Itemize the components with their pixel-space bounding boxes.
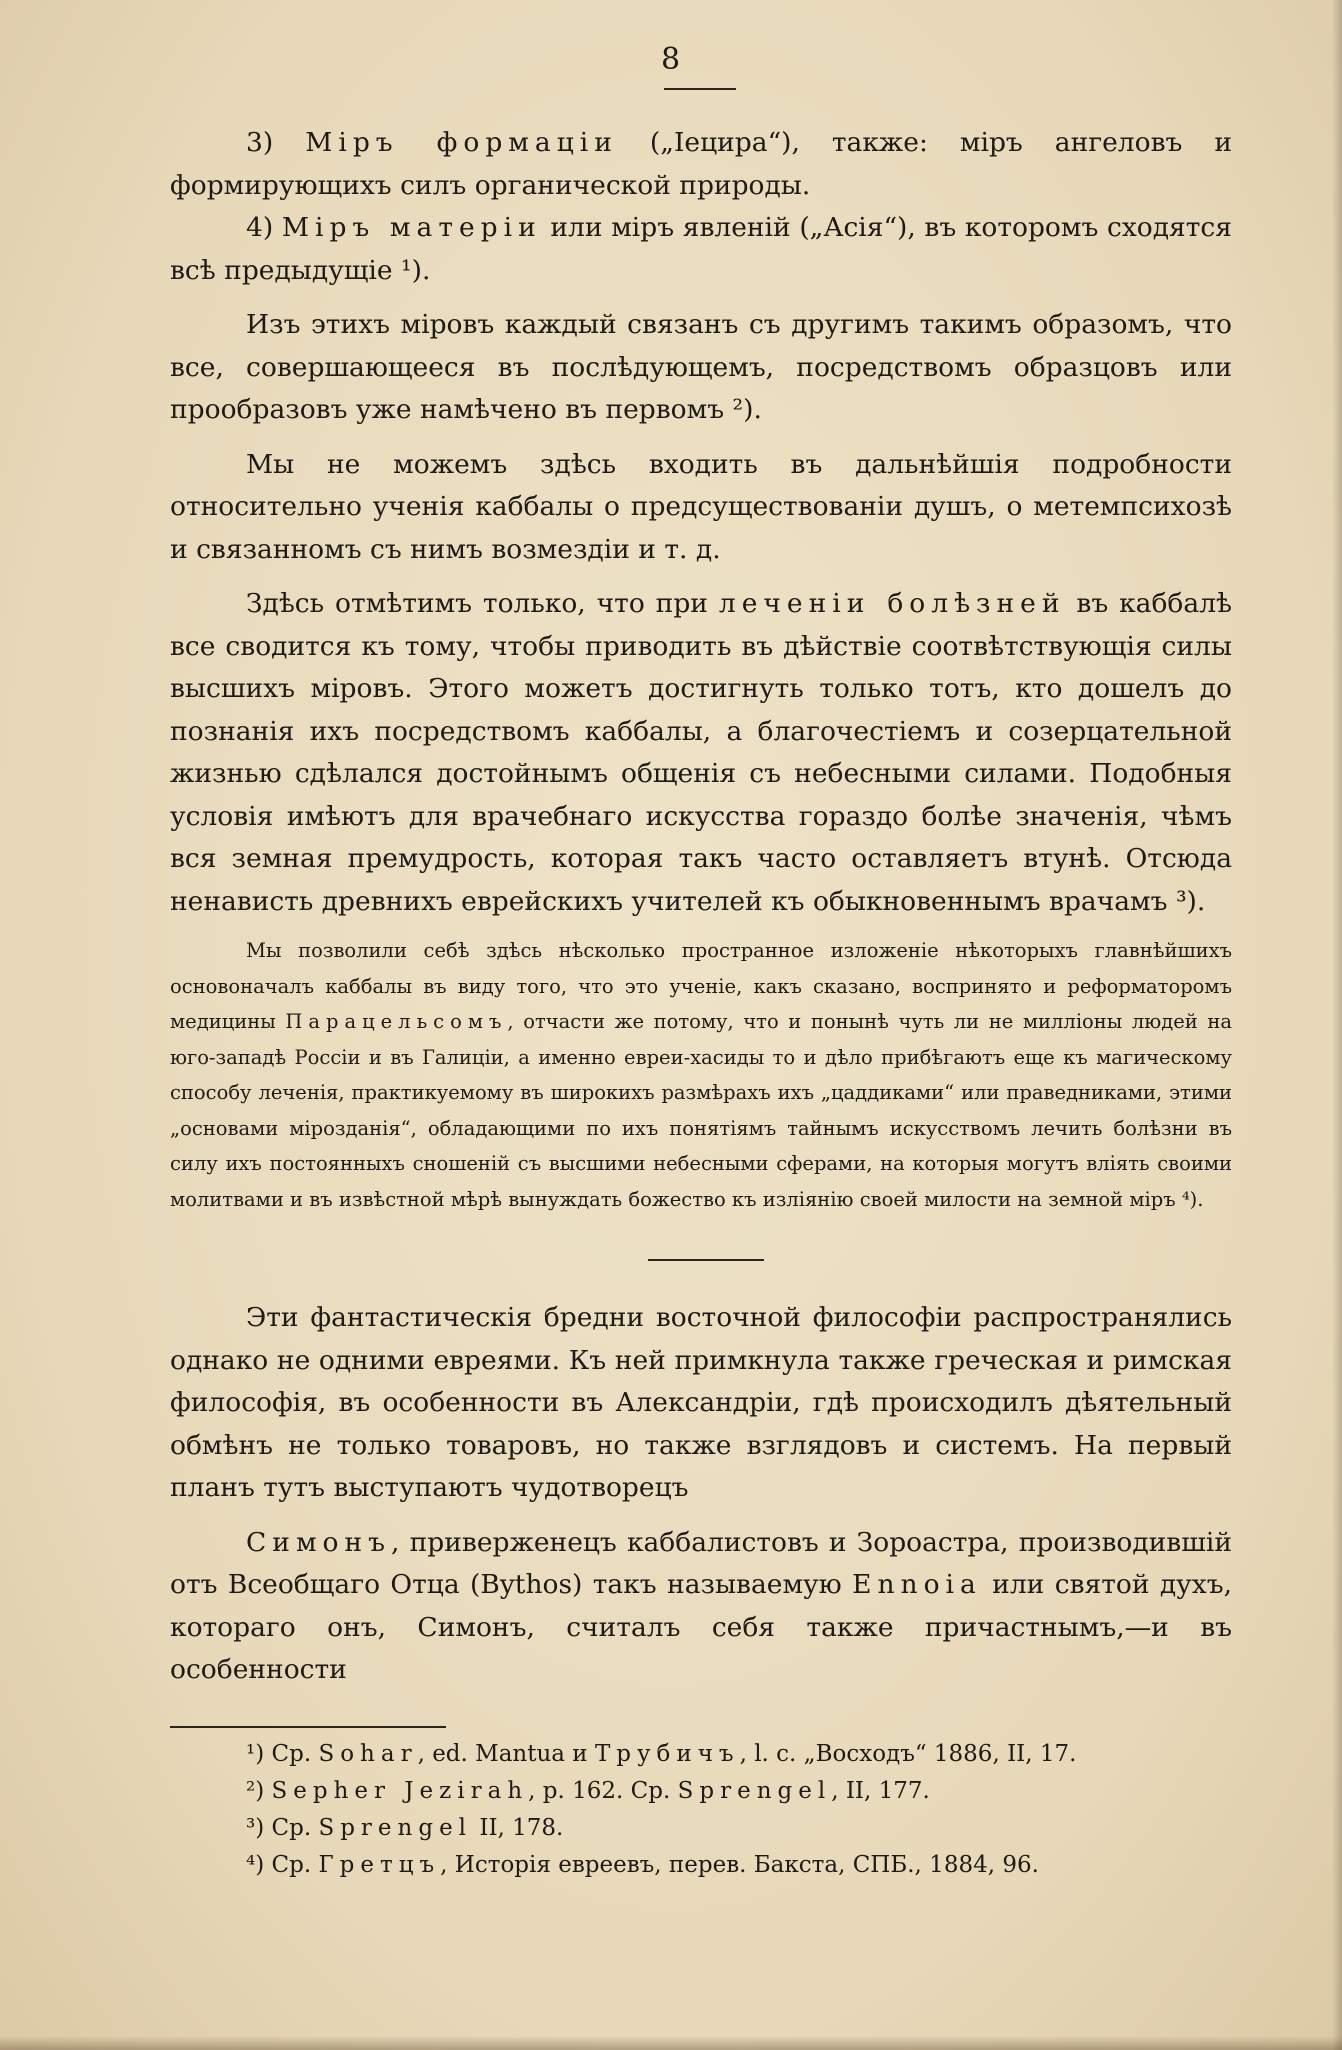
paragraph-kabbalah-details: Мы не можемъ здѣсь входить въ дальнѣйшія подробности относительно ученія каббалы о предсуществованіи душъ, о метемпсихозѣ и связанномъ съ нимъ возмездіи и т. д. bbox=[170, 448, 1232, 565]
page-edge-shadow bbox=[1332, 0, 1342, 2050]
paragraph-world-matter: 4) Міръ матеріи или міръ явленій („Асія“), въ которомъ сходятся всѣ предыдущіе ¹). bbox=[170, 212, 1232, 286]
footnotes bbox=[170, 1736, 1232, 1884]
section-divider bbox=[648, 1259, 764, 1261]
paragraph-simon: Симонъ, приверженецъ каббалистовъ и Зороастра, производившій отъ Всеобщаго Отца (Bythos) такъ называемую Ennoia или святой духъ, котораго онъ, Симонъ, считалъ себя также причастнымъ,—и въ особенности bbox=[170, 1526, 1232, 1685]
footnote: ¹) Ср. Sohar, ed. Mantua и Трубичъ, l. c. „Восходъ“ 1886, II, 17. bbox=[246, 1740, 1077, 1767]
small-print-paragraph: Мы позволили себѣ здѣсь нѣсколько пространное изложеніе нѣкоторыхъ главнѣйшихъ основоначалъ каббалы въ виду того, что это ученіе, какъ сказано, воспринято и реформаторомъ медицины Парацельсомъ, отчасти же потому, что и понынѣ чуть ли не милліоны людей на юго-западѣ Россіи и въ Галиціи, а именно евреи-хасиды то и дѣло прибѣгаютъ еще къ магическому способу леченія, практикуемому въ широкихъ размѣрахъ ихъ „цаддиками“ или праведниками, этими „основами мірозданія“, обладающими по ихъ понятіямъ тайнымъ искусствомъ лечить болѣзни въ силу ихъ постоянныхъ сношеній съ высшими небесными сферами, на которыя могутъ вліять своими молитвами и въ извѣстной мѣрѣ вынуждать божество къ изліянію своей милости на земной міръ ⁴). bbox=[170, 939, 1233, 1211]
paragraph-world-formation: 3) Міръ формаціи („Іецира“), также: міръ ангеловъ и формирующихъ силъ органической природы. bbox=[170, 127, 1233, 201]
main-text bbox=[170, 122, 1232, 1884]
page-number: 8 bbox=[660, 42, 682, 77]
spaced-term: леченіи болѣзней bbox=[718, 588, 1066, 619]
footnote-rule bbox=[170, 1726, 446, 1728]
spaced-term: Міръ формаціи bbox=[305, 127, 618, 158]
paragraph-fantastic-ravings: Эти фантастическія бредни восточной философіи распространялись однако не одними евреями. Къ ней примкнула также греческая и римская философія, въ особенности въ Александріи, гдѣ происходилъ дѣятельный обмѣнъ не только товаровъ, но также взглядовъ и системъ. На первый планъ тутъ выступаютъ чудотворецъ bbox=[170, 1302, 1232, 1503]
spaced-term: Міръ матеріи bbox=[281, 212, 542, 243]
paragraph-worlds-connection: Изъ этихъ міровъ каждый связанъ съ другимъ такимъ образомъ, что все, совершающееся въ послѣдующемъ, посредствомъ образцовъ или прообразовъ уже намѣчено въ первомъ ²). bbox=[170, 309, 1232, 425]
spaced-term: Симонъ bbox=[246, 1526, 392, 1558]
spaced-term: Ennoia bbox=[852, 1569, 982, 1600]
footnote: ⁴) Ср. Гретцъ, Исторія евреевъ, перев. Бакста, СПБ., 1884, 96. bbox=[246, 1851, 1039, 1878]
page-number-rule bbox=[664, 88, 736, 90]
spaced-term: Парацельсомъ bbox=[285, 1010, 508, 1033]
page-bottom-edge bbox=[0, 2036, 1342, 2050]
footnote: ²) Sepher Jezirah, p. 162. Ср. Sprengel, II, 177. bbox=[246, 1777, 930, 1804]
paragraph-healing: Здѣсь отмѣтимъ только, что при леченіи болѣзней въ каббалѣ все сводится къ тому, чтобы приводить въ дѣйствіе соотвѣтствующія силы высшихъ міровъ. Этого можетъ достигнуть только тотъ, кто дошелъ до познанія ихъ посредствомъ каббалы, а благочестіемъ и созерцательной жизнью сдѣлался достойнымъ общенія съ небесными силами. Подобныя условія имѣютъ для врачебнаго искусства гораздо болѣе значенія, чѣмъ вся земная премудрость, которая такъ часто оставляетъ втунѣ. Отсюда ненависть древнихъ еврейскихъ учителей къ обыкновеннымъ врачамъ ³). bbox=[170, 588, 1233, 917]
footnote: ³) Ср. Sprengel II, 178. bbox=[246, 1814, 564, 1841]
